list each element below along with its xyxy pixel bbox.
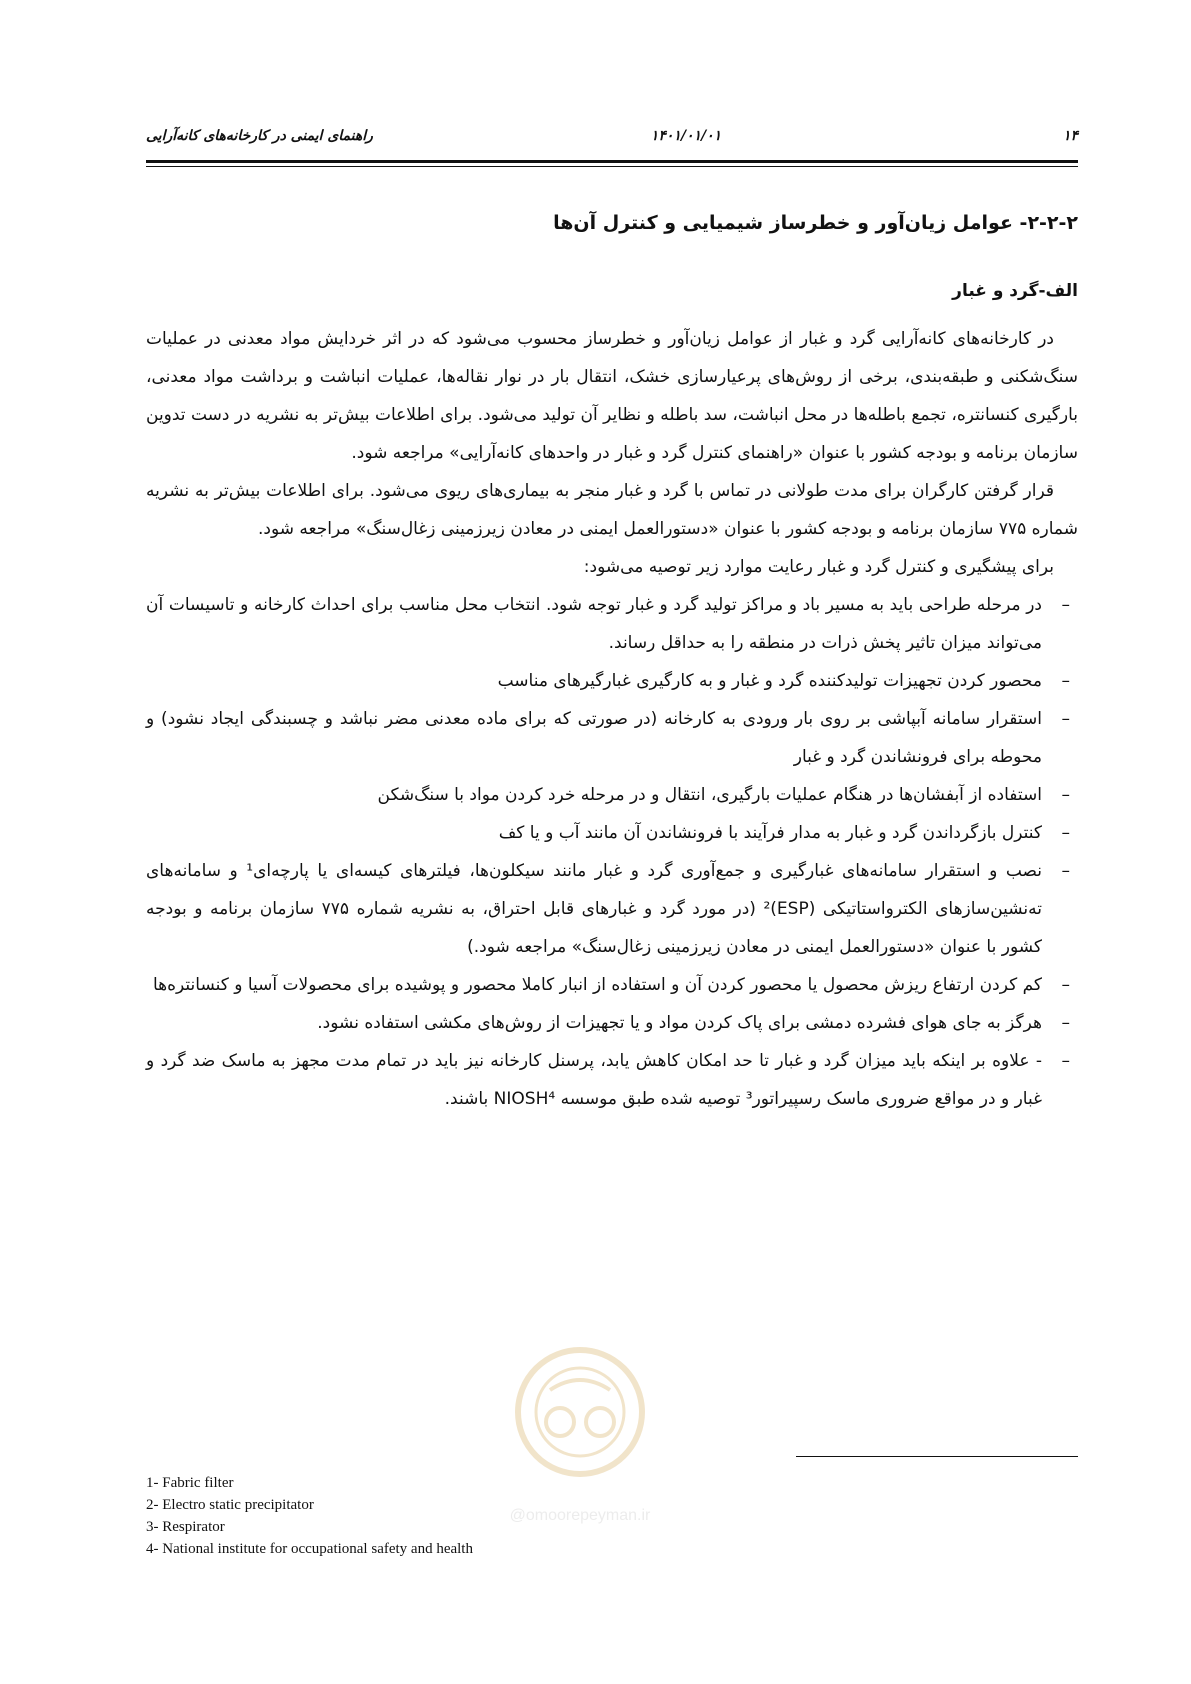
page-content <box>146 210 1078 1118</box>
watermark-seal-icon <box>490 1330 670 1530</box>
footnote: 2- Electro static precipitator <box>146 1497 314 1513</box>
footnotes <box>146 1472 473 1560</box>
list-item <box>146 586 1078 662</box>
header-rule <box>146 160 1078 163</box>
footnote: 1- Fabric filter <box>146 1475 234 1491</box>
header-title: راهنمای ایمنی در کارخانه‌های کانه‌آرایی <box>146 128 373 144</box>
recommendation-list <box>146 586 1078 1118</box>
section-heading: ۲-۲-۲- عوامل زیان‌آور و خطرساز شیمیایی و کنترل آن‌ها <box>553 212 1078 234</box>
list-item-text: هرگز به جای هوای فشرده دمشی برای پاک کردن مواد و یا تجهیزات از روش‌های مکشی استفاده نشود. <box>317 1013 1042 1033</box>
header-rule-thin <box>146 166 1078 167</box>
paragraph: برای پیشگیری و کنترل گرد و غبار رعایت موارد زیر توصیه می‌شود: <box>583 557 1054 577</box>
dash-marker: – <box>1061 861 1070 881</box>
list-item <box>146 776 1078 814</box>
sub-heading: الف-گرد و غبار <box>952 281 1078 301</box>
list-item-text: در مرحله طراحی باید به مسیر باد و مراکز تولید گرد و غبار توجه شود. انتخاب محل مناسب برای احداث کارخانه و تاسیسات آن می‌تواند میزان تاثیر پخش ذرات در منطقه را به حداقل رساند. <box>146 595 1042 653</box>
list-item <box>146 966 1078 1004</box>
paragraph: قرار گرفتن کارگران برای مدت طولانی در تماس با گرد و غبار منجر به بیماری‌های ریوی می‌شود. برای اطلاعات بیش‌تر به نشریه شماره ۷۷۵ سازمان برنامه و بودجه کشور با عنوان «دستورالعمل ایمنی در معادن زیرزمینی زغال‌سنگ» مراجعه شود. <box>146 481 1078 539</box>
watermark-text: @omoorepeyman.ir <box>509 1507 651 1524</box>
list-item <box>146 700 1078 776</box>
dash-marker: – <box>1061 595 1070 615</box>
list-item-text: محصور کردن تجهیزات تولیدکننده گرد و غبار و به کارگیری غبارگیرهای مناسب <box>497 671 1042 691</box>
header-date: ۱۴۰۱/۰۱/۰۱ <box>650 128 722 144</box>
list-item-text: کم کردن ارتفاع ریزش محصول یا محصور کردن آن و استفاده از انبار کاملا محصور و پوشیده برای محصولات آسیا و کنسانتره‌ها <box>152 975 1042 995</box>
dash-marker: – <box>1061 671 1070 691</box>
dash-marker: – <box>1061 1051 1070 1071</box>
list-item-text: - علاوه بر اینکه باید میزان گرد و غبار تا حد امکان کاهش یابد، پرسنل کارخانه نیز باید در تمام مدت مجهز به ماسک ضد گرد و غبار و در مواقع ضروری ماسک رسپیراتور³ توصیه شده طبق موسسه NIOSH⁴ باشند. <box>146 1051 1042 1109</box>
dash-marker: – <box>1061 823 1070 843</box>
list-item <box>146 814 1078 852</box>
page-number: ۱۴ <box>1062 128 1078 144</box>
footnote: 3- Respirator <box>146 1519 225 1535</box>
footnote: 4- National institute for occupational safety and health <box>146 1541 473 1557</box>
dash-marker: – <box>1061 709 1070 729</box>
list-item <box>146 1042 1078 1118</box>
dash-marker: – <box>1061 975 1070 995</box>
list-item <box>146 852 1078 966</box>
list-item-text: استقرار سامانه آبپاشی بر روی بار ورودی به کارخانه (در صورتی که برای ماده معدنی مضر نباشد و چسبندگی ایجاد نشود) و محوطه برای فرونشاندن گرد و غبار <box>146 709 1042 767</box>
list-item <box>146 1004 1078 1042</box>
dash-marker: – <box>1061 1013 1070 1033</box>
list-item-text: استفاده از آبفشان‌ها در هنگام عملیات بارگیری، انتقال و در مرحله خرد کردن مواد با سنگ‌شکن <box>377 785 1042 805</box>
paragraph: در کارخانه‌های کانه‌آرایی گرد و غبار از عوامل زیان‌آور و خطرساز محسوب می‌شود که در اثر خردایش مواد معدنی در عملیات سنگ‌شکنی و طبقه‌بندی، برخی از روش‌های پرعیارسازی خشک، انتقال بار در نوار نقاله‌ها، عملیات انباشت و برداشت مواد معدنی، بارگیری کنسانتره، تجمع باطله‌ها در محل انباشت، سد باطله و نظایر آن تولید می‌شود. برای اطلاعات بیش‌تر به نشریه در دست تدوین سازمان برنامه و بودجه کشور با عنوان «راهنمای کنترل گرد و غبار در واحدهای کانه‌آرایی» مراجعه شود. <box>146 329 1078 463</box>
dash-marker: – <box>1061 785 1070 805</box>
list-item <box>146 662 1078 700</box>
list-item-text: نصب و استقرار سامانه‌های غبارگیری و جمع‌آوری گرد و غبار مانند سیکلون‌ها، فیلترهای کیسه‌ای یا پارچه‌ای¹ و سامانه‌های ته‌نشین‌سازهای الکترواستاتیکی (ESP)² (در مورد گرد و غبارهای قابل احتراق، به نشریه شماره ۷۷۵ سازمان برنامه و بودجه کشور با عنوان «دستورالعمل ایمنی در معادن زیرزمینی زغال‌سنگ» مراجعه شود.) <box>146 861 1043 957</box>
list-item-text: کنترل بازگرداندن گرد و غبار به مدار فرآیند با فرونشاندن آن مانند آب و یا کف <box>498 823 1042 843</box>
footnote-rule <box>796 1456 1078 1457</box>
page-header <box>146 128 1078 150</box>
